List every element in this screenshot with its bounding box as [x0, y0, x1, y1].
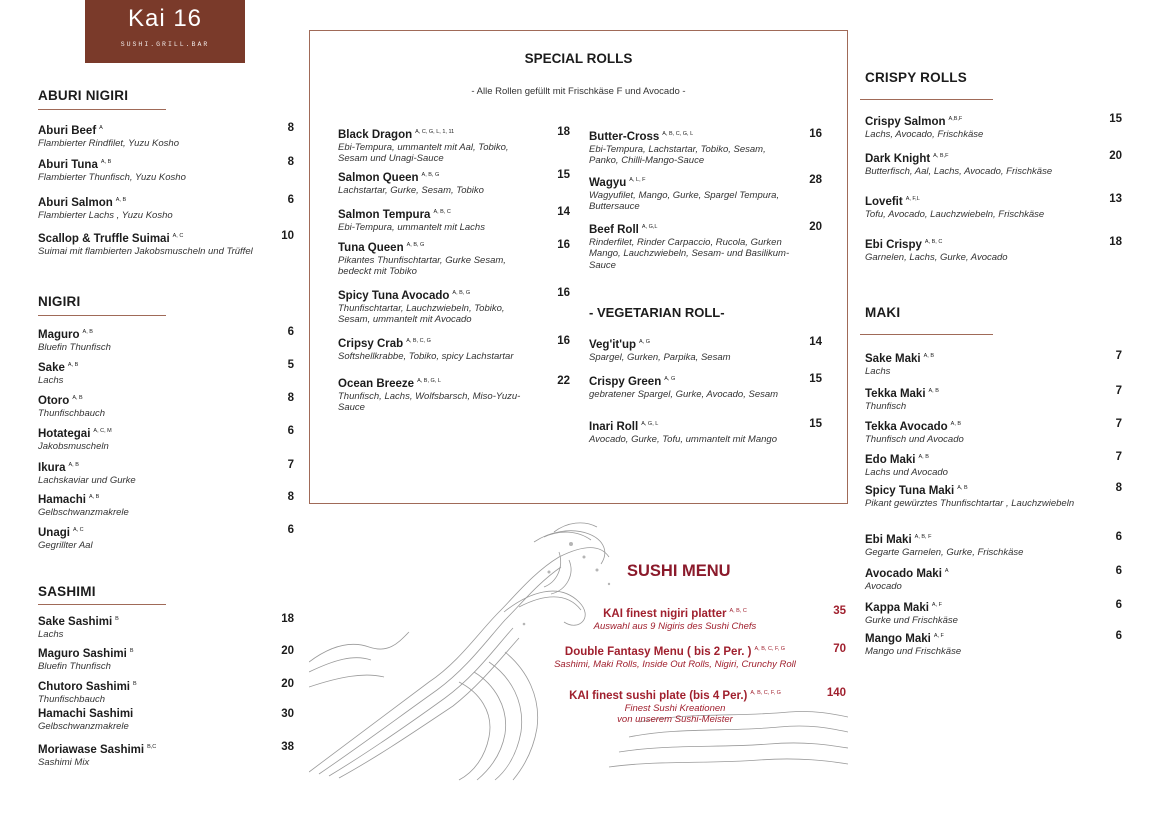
menu-item — [865, 112, 1085, 140]
brand-name: Kai 16 — [127, 5, 203, 32]
menu-item — [38, 490, 260, 518]
item-price: 13 — [1109, 193, 1122, 205]
menu-item — [865, 417, 1085, 445]
item-allergens: A, G, L — [641, 421, 659, 427]
item-allergens: A, C, G, L, 1, 11 — [415, 129, 455, 135]
item-description: Spargel, Gurken, Parpika, Sesam — [589, 351, 731, 363]
item-allergens: A, F — [933, 633, 944, 639]
item-description: Rinderfilet, Rinder Carpaccio, Rucola, Gurken Mango, Lauchzwiebeln, Sesam- und Basilikum-Sauce — [589, 236, 790, 271]
item-name: Salmon Tempura $^{A, B, C}$ — [338, 208, 451, 221]
item-description: Avocado, Gurke, Tofu, ummantelt mit Mango — [589, 433, 777, 445]
item-description: Gelbschwanzmakrele — [38, 506, 129, 518]
item-description: Pikant gewürztes Thunfischtartar , Lauchzwiebeln — [865, 497, 1075, 509]
item-name: Tekka Maki $^{A, B}$ — [865, 387, 939, 400]
item-price: 6 — [287, 425, 294, 437]
menu-item — [338, 374, 538, 414]
section-divider — [38, 109, 166, 110]
item-allergens: A — [99, 125, 103, 131]
item-description: Lachskaviar und Gurke — [38, 474, 136, 486]
menu-item — [38, 358, 260, 386]
section-title-aburi-nigiri: ABURI NIGIRI — [38, 88, 129, 103]
menu-item — [38, 740, 260, 768]
item-price: 30 — [281, 708, 294, 720]
menu-item — [38, 612, 260, 640]
item-price: 7 — [287, 459, 294, 471]
item-allergens: A, B,F — [933, 153, 949, 159]
item-allergens: A, B — [72, 395, 83, 401]
item-name: Otoro $^{A, B}$ — [38, 394, 83, 407]
menu-item — [338, 334, 538, 362]
section-divider — [38, 604, 166, 605]
item-price: 14 — [557, 206, 570, 218]
item-price: 6 — [1115, 630, 1122, 642]
item-price: 8 — [287, 122, 294, 134]
item-allergens: A, B, G, L — [417, 378, 441, 384]
item-name: Maguro $^{A, B}$ — [38, 328, 93, 341]
item-price: 6 — [1115, 599, 1122, 611]
menu-item — [589, 372, 794, 400]
menu-item — [38, 121, 260, 149]
menu-item — [38, 458, 260, 486]
menu-item — [589, 127, 794, 167]
brand-logo — [85, 0, 245, 63]
menu-item — [540, 686, 810, 726]
item-description: von unserem Sushi-Meister — [617, 714, 733, 726]
item-name: Sake Sashimi $^B$ — [38, 615, 119, 628]
item-name: Hotategai $^{A, C, M}$ — [38, 427, 112, 440]
item-name: Scallop & Truffle Suimai $^{A, C}$ — [38, 232, 184, 245]
menu-item — [865, 192, 1085, 220]
item-description: Mango und Frischkäse — [865, 645, 962, 657]
item-name: Mango Maki $^{A, F}$ — [865, 632, 944, 645]
item-allergens: A, B, C, G, L — [662, 131, 694, 137]
item-allergens: B — [133, 681, 137, 687]
item-price: 15 — [809, 373, 822, 385]
item-price: 22 — [557, 375, 570, 387]
section-title-special-rolls: SPECIAL ROLLS — [524, 51, 633, 66]
item-name: Salmon Queen $^{A, B, G}$ — [338, 171, 440, 184]
item-description: Jakobsmuscheln — [38, 440, 109, 452]
item-price: 6 — [287, 194, 294, 206]
menu-item — [865, 149, 1085, 177]
item-description: Bluefin Thunfisch — [38, 660, 111, 672]
item-allergens: A, G — [664, 376, 676, 382]
menu-item — [865, 564, 1085, 592]
item-allergens: A, B, C, G — [406, 338, 431, 344]
menu-item — [865, 598, 1085, 626]
item-price: 15 — [809, 418, 822, 430]
item-allergens: A, B — [88, 494, 100, 500]
item-description: Ebi-Tempura, Lachstartar, Tobiko, Sesam, Panko, Chilli-Mango-Sauce — [589, 143, 766, 167]
item-allergens: A, C — [172, 233, 184, 239]
item-allergens: A, B, C — [729, 608, 747, 614]
item-description: Sashimi, Maki Rolls, Inside Out Rolls, Nigiri, Crunchy Roll — [554, 658, 796, 670]
menu-item — [540, 642, 810, 670]
item-name: Sake Maki $^{A, B}$ — [865, 352, 935, 365]
item-allergens: A, B — [68, 462, 79, 468]
section-divider — [860, 99, 993, 100]
item-description: Lachstartar, Gurke, Sesam, Tobiko — [338, 184, 484, 196]
item-description: Thunfischtartar, Lauchzwiebeln, Tobiko, Sesam, ummantelt mit Avocado — [338, 302, 505, 326]
item-description: Avocado — [865, 580, 902, 592]
section-title-sashimi: SASHIMI — [38, 584, 96, 599]
item-price: 20 — [281, 678, 294, 690]
item-allergens: B,C — [147, 744, 157, 750]
item-allergens: A, B, G — [406, 242, 425, 248]
menu-item — [338, 286, 538, 326]
menu-item — [38, 707, 260, 733]
menu-item — [865, 235, 1085, 263]
item-name: Moriawase Sashimi $^{B,C}$ — [38, 743, 157, 756]
menu-item — [865, 384, 1085, 412]
item-price: 16 — [557, 287, 570, 299]
menu-item — [38, 424, 260, 452]
item-description: Ebi-Tempura, ummantelt mit Aal, Tobiko, Sesam und Unagi-Sauce — [338, 141, 509, 165]
menu-item — [38, 391, 260, 419]
item-description: Thunfischbauch — [38, 693, 106, 705]
menu-item — [38, 325, 260, 353]
section-title-maki: MAKI — [865, 305, 901, 320]
item-name: Lovefit $^{A, F,L}$ — [865, 195, 920, 208]
item-description: Thunfisch, Lachs, Wolfsbarsch, Miso-Yuzu-Sauce — [338, 390, 521, 414]
menu-item — [38, 155, 260, 183]
item-allergens: A,B,F — [948, 116, 963, 122]
item-price: 14 — [809, 336, 822, 348]
item-name: Butter-Cross $^{A, B, C, G, L}$ — [589, 130, 694, 143]
item-price: 18 — [281, 613, 294, 625]
item-allergens: A, B — [950, 421, 962, 427]
item-price: 28 — [809, 174, 822, 186]
item-name: Spicy Tuna Maki $^{A, B}$ — [865, 484, 968, 497]
item-price: 15 — [1109, 113, 1122, 125]
item-name: Avocado Maki $^A$ — [865, 567, 949, 580]
item-allergens: A, B, C — [433, 209, 451, 215]
item-price: 10 — [281, 230, 294, 242]
item-description: Lachs — [865, 365, 891, 377]
item-description: Auswahl aus 9 Nigiris des Sushi Chefs — [593, 620, 757, 632]
item-price: 7 — [1115, 350, 1122, 362]
brand-tagline: SUSHI.GRILL.BAR — [120, 41, 210, 48]
item-description: Tofu, Avocado, Lauchzwiebeln, Frischkäse — [865, 208, 1045, 220]
item-description: Lachs und Avocado — [865, 466, 948, 478]
menu-item — [38, 644, 260, 672]
item-allergens: A, B — [82, 329, 93, 335]
item-name: Dark Knight $^{A, B,F}$ — [865, 152, 949, 165]
item-price: 20 — [1109, 150, 1122, 162]
item-description: Suimai mit flambierten Jakobsmuscheln und Trüffel — [38, 245, 253, 257]
item-description: Gegrillter Aal — [38, 539, 93, 551]
item-price: 18 — [1109, 236, 1122, 248]
item-price: 20 — [281, 645, 294, 657]
item-description: Flambierter Lachs , Yuzu Kosho — [38, 209, 173, 221]
item-price: 16 — [557, 335, 570, 347]
item-allergens: A, C — [72, 527, 84, 533]
item-name: Inari Roll $^{A, G, L}$ — [589, 420, 659, 433]
item-allergens: A, B — [923, 353, 935, 359]
item-name: Edo Maki $^{A, B}$ — [865, 453, 929, 466]
item-price: 8 — [287, 392, 294, 404]
item-allergens: A, B — [957, 485, 968, 491]
item-price: 7 — [1115, 418, 1122, 430]
item-name: Sake $^{A, B}$ — [38, 361, 79, 374]
item-price: 5 — [287, 359, 294, 371]
item-price: 6 — [287, 524, 294, 536]
menu-item — [338, 125, 538, 165]
vegetarian-roll-title: - VEGETARIAN ROLL- — [589, 305, 725, 320]
item-name: Kappa Maki $^{A, F}$ — [865, 601, 943, 614]
item-name: Tekka Avocado $^{A, B}$ — [865, 420, 962, 433]
item-description: Thunfisch — [865, 400, 907, 412]
item-description: Flambierter Thunfisch, Yuzu Kosho — [38, 171, 186, 183]
item-name: Ebi Maki $^{A, B, F}$ — [865, 533, 932, 546]
section-divider — [860, 334, 993, 335]
item-allergens: B — [115, 616, 119, 622]
item-price: 6 — [1115, 531, 1122, 543]
menu-item — [540, 604, 810, 632]
menu-item — [865, 349, 1085, 377]
item-name: Beef Roll $^{A, G,L}$ — [589, 223, 658, 236]
menu-item — [589, 220, 794, 271]
item-name: Crispy Salmon $^{A,B,F}$ — [865, 115, 963, 128]
item-allergens: A, B, G — [452, 290, 471, 296]
item-allergens: A, F — [931, 602, 943, 608]
item-description: Bluefin Thunfisch — [38, 341, 111, 353]
item-name: Veg'it'up $^{A, G}$ — [589, 338, 651, 351]
item-description: Gurke und Frischkäse — [865, 614, 958, 626]
item-allergens: A, L, F — [629, 177, 646, 183]
section-title-nigiri: NIGIRI — [38, 294, 81, 309]
item-allergens: A — [944, 568, 949, 574]
item-name: Tuna Queen $^{A, B, G}$ — [338, 241, 425, 254]
item-price: 7 — [1115, 451, 1122, 463]
item-name: Hamachi $^{A, B}$ — [38, 493, 100, 506]
item-name: Unagi $^{A, C}$ — [38, 526, 84, 539]
item-name: KAI finest sushi plate (bis 4 Per.) $^{A, B, C, F, G}$ — [569, 689, 781, 702]
item-description: Garnelen, Lachs, Gurke, Avocado — [865, 251, 1008, 263]
item-description: Lachs — [38, 628, 64, 640]
item-allergens: A, G,L — [641, 224, 658, 230]
item-price: 8 — [287, 156, 294, 168]
item-allergens: A, F,L — [905, 196, 920, 202]
item-price: 35 — [833, 605, 846, 617]
menu-item — [38, 523, 260, 551]
item-allergens: A, B, C, F, G — [750, 690, 781, 696]
item-name: Maguro Sashimi $^B$ — [38, 647, 134, 660]
item-name: Wagyu $^{A, L, F}$ — [589, 176, 646, 189]
item-name: Aburi Beef $^A$ — [38, 124, 103, 137]
item-allergens: B — [129, 648, 134, 654]
menu-item — [338, 168, 538, 196]
item-description: Finest Sushi Kreationen — [624, 702, 726, 714]
item-allergens: A, B, C — [924, 239, 943, 245]
item-description: Thunfisch und Avocado — [865, 433, 964, 445]
item-description: Lachs — [38, 374, 64, 386]
item-allergens: A, B — [67, 362, 79, 368]
item-name: KAI finest nigiri platter $^{A, B, C}$ — [603, 607, 747, 620]
item-description: Gegarte Garnelen, Gurke, Frischkäse — [865, 546, 1024, 558]
item-description: Flambierter Rindfilet, Yuzu Kosho — [38, 137, 179, 149]
menu-item — [865, 450, 1085, 478]
menu-item — [338, 205, 538, 233]
menu-item — [338, 238, 538, 278]
item-allergens: A, B, G — [421, 172, 440, 178]
item-allergens: A, G — [639, 339, 651, 345]
item-name: Aburi Salmon $^{A, B}$ — [38, 196, 127, 209]
item-name: Aburi Tuna $^{A, B}$ — [38, 158, 112, 171]
item-name: Ikura $^{A, B}$ — [38, 461, 79, 474]
item-price: 6 — [1115, 565, 1122, 577]
menu-item — [865, 481, 1085, 509]
item-name: Double Fantasy Menu ( bis 2 Per. ) $^{A, B, C, F, G}$ — [564, 645, 786, 658]
item-allergens: A, B — [918, 454, 929, 460]
item-price: 70 — [833, 643, 846, 655]
item-allergens: A, B, C, F, G — [754, 646, 786, 652]
menu-item — [589, 417, 794, 445]
item-price: 15 — [557, 169, 570, 181]
item-allergens: A, C, M — [93, 428, 112, 434]
section-title-sushi-menu: SUSHI MENU — [627, 562, 731, 580]
item-name: Spicy Tuna Avocado $^{A, B, G}$ — [338, 289, 471, 302]
item-price: 8 — [1115, 482, 1122, 494]
section-divider — [38, 315, 166, 316]
item-description: Gelbschwanzmakrele — [38, 721, 129, 732]
item-name: Hamachi Sashimi — [38, 708, 134, 720]
menu-item — [865, 629, 1085, 657]
item-price: 20 — [809, 221, 822, 233]
item-description: Lachs, Avocado, Frischkäse — [865, 128, 984, 140]
menu-item — [589, 173, 794, 213]
menu-item — [865, 530, 1085, 558]
item-price: 140 — [826, 687, 846, 699]
menu-item — [589, 335, 794, 363]
section-title-crispy-rolls: CRISPY ROLLS — [865, 70, 967, 85]
menu-item — [38, 677, 260, 705]
item-description: Butterfisch, Aal, Lachs, Avocado, Frischkäse — [865, 165, 1053, 177]
special-rolls-subtitle: - Alle Rollen gefüllt mit Frischkäse F und Avocado - — [471, 86, 686, 97]
item-price: 16 — [809, 128, 822, 140]
item-allergens: A, B — [928, 388, 939, 394]
item-name: Cripsy Crab $^{A, B, C, G}$ — [338, 337, 431, 350]
item-price: 16 — [557, 239, 570, 251]
item-price: 18 — [557, 126, 570, 138]
item-name: Crispy Green $^{A, G}$ — [589, 375, 676, 388]
item-price: 8 — [287, 491, 294, 503]
item-allergens: A, B — [100, 159, 112, 165]
menu-item — [38, 193, 260, 221]
item-description: Softshellkrabbe, Tobiko, spicy Lachstartar — [338, 350, 514, 362]
item-price: 6 — [287, 326, 294, 338]
item-price: 7 — [1115, 385, 1122, 397]
item-description: gebratener Spargel, Gurke, Avocado, Sesam — [589, 388, 779, 400]
item-description: Ebi-Tempura, ummantelt mit Lachs — [338, 221, 485, 233]
item-price: 38 — [281, 741, 294, 753]
item-name: Black Dragon $^{A, C, G, L, 1, 11}$ — [338, 128, 455, 141]
item-description: Pikantes Thunfischtartar, Gurke Sesam, bedeckt mit Tobiko — [338, 254, 506, 278]
item-name: Ocean Breeze $^{A, B, G, L}$ — [338, 377, 441, 390]
item-description: Sashimi Mix — [38, 756, 90, 768]
item-allergens: A, B, F — [914, 534, 932, 540]
item-description: Wagyufilet, Mango, Gurke, Spargel Tempura, Buttersauce — [589, 189, 780, 213]
item-name: Ebi Crispy $^{A, B, C}$ — [865, 238, 943, 251]
item-allergens: A, B — [115, 197, 127, 203]
item-description: Thunfischbauch — [38, 407, 106, 419]
item-name: Chutoro Sashimi $^B$ — [38, 680, 137, 693]
menu-item — [38, 229, 260, 257]
